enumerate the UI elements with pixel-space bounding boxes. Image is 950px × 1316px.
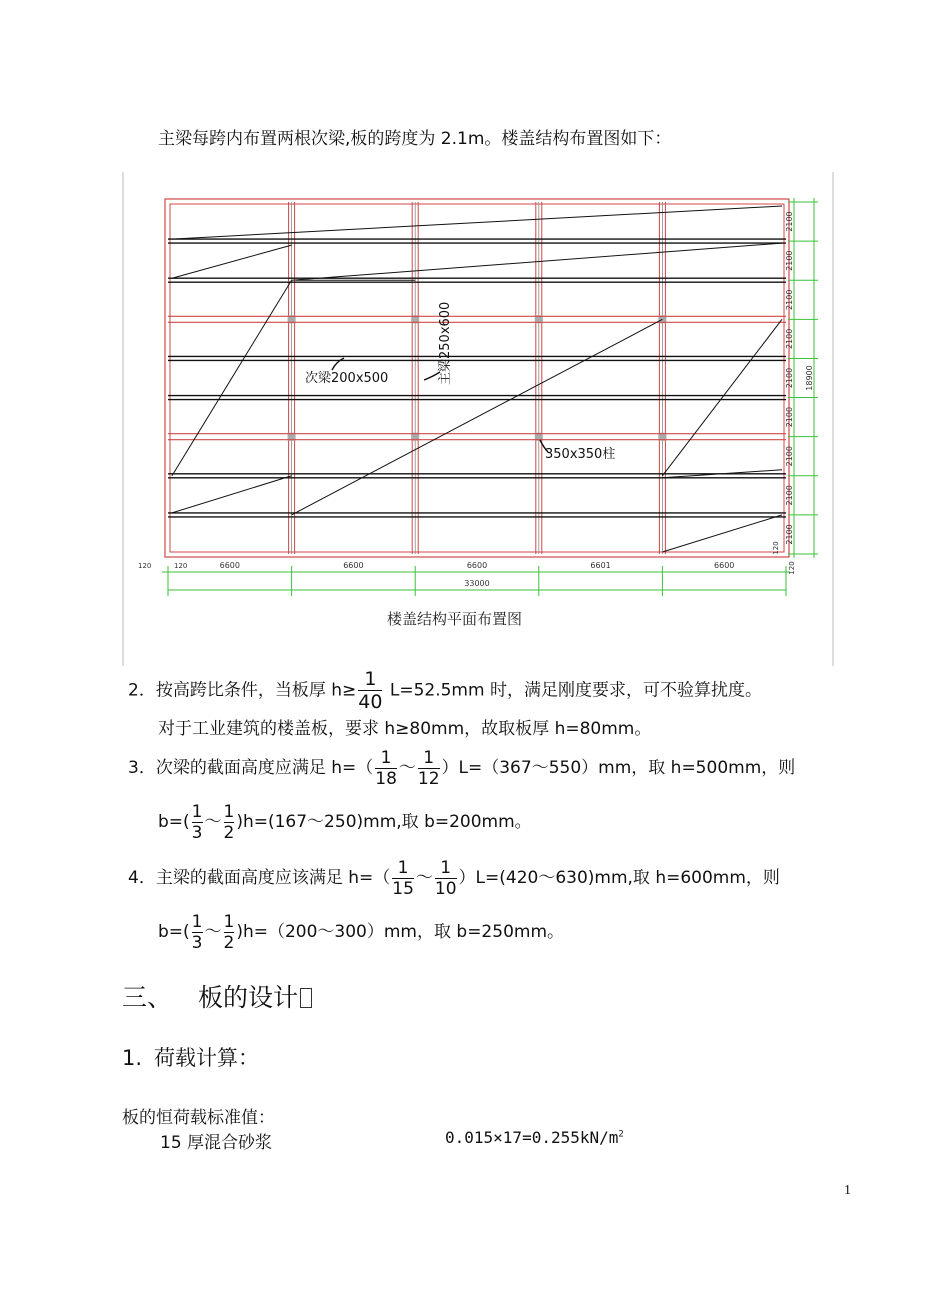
item-3-number: 3． <box>128 758 156 778</box>
row-span-label: 2100 <box>785 524 794 545</box>
span-label: 6601 <box>590 561 611 570</box>
fraction-numerator: 1 <box>364 668 377 690</box>
dead-load-title: 板的恒荷载标准值： <box>122 1108 275 1128</box>
edge-label: 120 <box>772 541 780 555</box>
row-span-label: 2100 <box>785 406 794 428</box>
fraction-denominator: 15 <box>392 878 414 899</box>
tilde: ～ <box>204 812 222 832</box>
row-span-label: 2100 <box>785 446 794 467</box>
outer-wall-line <box>165 199 789 557</box>
load-value-sup: 2 <box>618 1129 624 1140</box>
section-number: 三、 <box>122 983 173 1012</box>
fraction-numerator: 1 <box>223 801 235 822</box>
fraction-1-40 <box>358 668 382 713</box>
item-2-line2: 对于工业建筑的楼盖板，要求 h≥80mm，故取板厚 h=80mm。 <box>158 719 652 739</box>
intro-text: 主梁每跨内布置两根次梁,板的跨度为 2.1m。楼盖结构布置图如下： <box>158 129 672 149</box>
fraction-numerator: 1 <box>380 747 392 768</box>
diagonal-line <box>292 243 782 280</box>
row-span-label: 2100 <box>785 367 794 389</box>
item-2-number: 2． <box>128 680 156 701</box>
item-4-pre: 主梁的截面高度应该满足 h=（ <box>155 868 391 888</box>
fraction-denominator: 10 <box>434 878 457 899</box>
load-value-text: 0.015×17=0.255kN/m <box>445 1128 619 1147</box>
fraction-1-2 <box>224 912 235 953</box>
span-label: 6600 <box>219 561 240 570</box>
fraction-denominator: 3 <box>191 822 203 843</box>
column-label: 350x350柱 <box>545 447 616 462</box>
tilde: ～ <box>398 758 416 778</box>
fraction-denominator: 3 <box>191 932 203 953</box>
placeholder-box-icon <box>300 988 312 1008</box>
span-label: 6600 <box>714 561 735 570</box>
item-2-post: L=52.5mm 时，满足刚度要求，可不验算扰度。 <box>384 680 762 701</box>
item-3-post: ）L=（367～550）mm，取 h=500mm，则 <box>441 758 796 778</box>
row-span-label: 2100 <box>785 485 794 506</box>
fraction-numerator: 1 <box>191 801 203 822</box>
diagonal-line <box>292 319 663 515</box>
edge-label: 120 <box>174 562 188 570</box>
fraction-1-12 <box>418 748 440 789</box>
page-number: 1 <box>844 1183 851 1198</box>
row-span-label: 2100 <box>785 328 794 350</box>
dimension-layer <box>138 198 818 596</box>
fraction-1-2 <box>224 802 235 843</box>
fraction-numerator: 1 <box>223 911 235 932</box>
b-pre: b=( <box>158 922 190 942</box>
fraction-numerator: 1 <box>191 911 203 932</box>
tilde: ～ <box>415 868 433 888</box>
b-post: )h=（200～300）mm，取 b=250mm。 <box>236 922 565 942</box>
load-item: 15 厚混合砂浆 <box>160 1133 273 1153</box>
grid-layer <box>165 199 789 557</box>
diagonal-layer <box>172 206 782 555</box>
item-2-pre: 按高跨比条件，当板厚 h≥ <box>155 680 357 701</box>
label-layer <box>305 302 615 628</box>
load-value <box>445 1128 624 1147</box>
diagonal-line <box>172 280 292 476</box>
total-length-label: 33000 <box>464 579 490 588</box>
fraction-denominator: 12 <box>417 768 440 789</box>
item-3-pre: 次梁的截面高度应满足 h=（ <box>155 758 374 778</box>
diagonal-line <box>662 319 782 475</box>
fraction-1-10 <box>435 858 457 899</box>
floor-structure-plan-figure <box>122 172 838 666</box>
item-2 <box>128 668 762 713</box>
row-span-label: 2100 <box>785 211 794 232</box>
diagonal-line <box>662 515 782 555</box>
item-4 <box>128 856 780 900</box>
span-label: 6600 <box>343 561 364 570</box>
fraction-1-3 <box>192 802 203 843</box>
tilde: ～ <box>204 922 222 942</box>
item-4-number: 4． <box>128 868 156 888</box>
diagonal-line <box>172 206 782 239</box>
fraction-1-18 <box>375 748 397 789</box>
secondary-beam-label: 次梁200x500 <box>305 371 389 386</box>
item-3 <box>128 746 795 790</box>
figure-caption: 楼盖结构平面布置图 <box>387 610 523 628</box>
item-3-b <box>158 800 532 844</box>
row-span-label: 2100 <box>785 250 794 271</box>
section-title: 板的设计 <box>198 983 299 1012</box>
edge-label: 120 <box>138 562 152 570</box>
fraction-denominator: 18 <box>375 768 397 789</box>
subsection-number: 1. <box>122 1046 143 1070</box>
fraction-denominator: 2 <box>223 932 235 953</box>
subsection-title: 荷载计算： <box>154 1046 260 1070</box>
edge-label: 120 <box>788 561 796 575</box>
total-height-label: 18900 <box>805 365 814 391</box>
b-post: )h=(167～250)mm,取 b=200mm。 <box>236 812 532 832</box>
fraction-1-15 <box>392 858 414 899</box>
diagonal-line <box>172 245 292 278</box>
section-heading <box>122 978 312 1014</box>
main-beam-label: 主梁250x600 <box>438 301 453 385</box>
item-4-post: ）L=(420～630)mm,取 h=600mm，则 <box>458 868 780 888</box>
fraction-denominator: 40 <box>358 691 383 713</box>
inner-wall-line <box>170 204 784 555</box>
span-label: 6600 <box>466 561 488 570</box>
fraction-numerator: 1 <box>397 857 409 878</box>
item-4-b <box>158 910 564 954</box>
subsection-heading <box>122 1042 259 1072</box>
diagonal-line <box>172 476 292 513</box>
fraction-numerator: 1 <box>423 747 435 768</box>
fraction-1-3 <box>192 912 203 953</box>
row-span-label: 2100 <box>785 289 794 310</box>
fraction-numerator: 1 <box>440 857 452 878</box>
fraction-denominator: 2 <box>223 822 235 843</box>
b-pre: b=( <box>158 812 190 832</box>
